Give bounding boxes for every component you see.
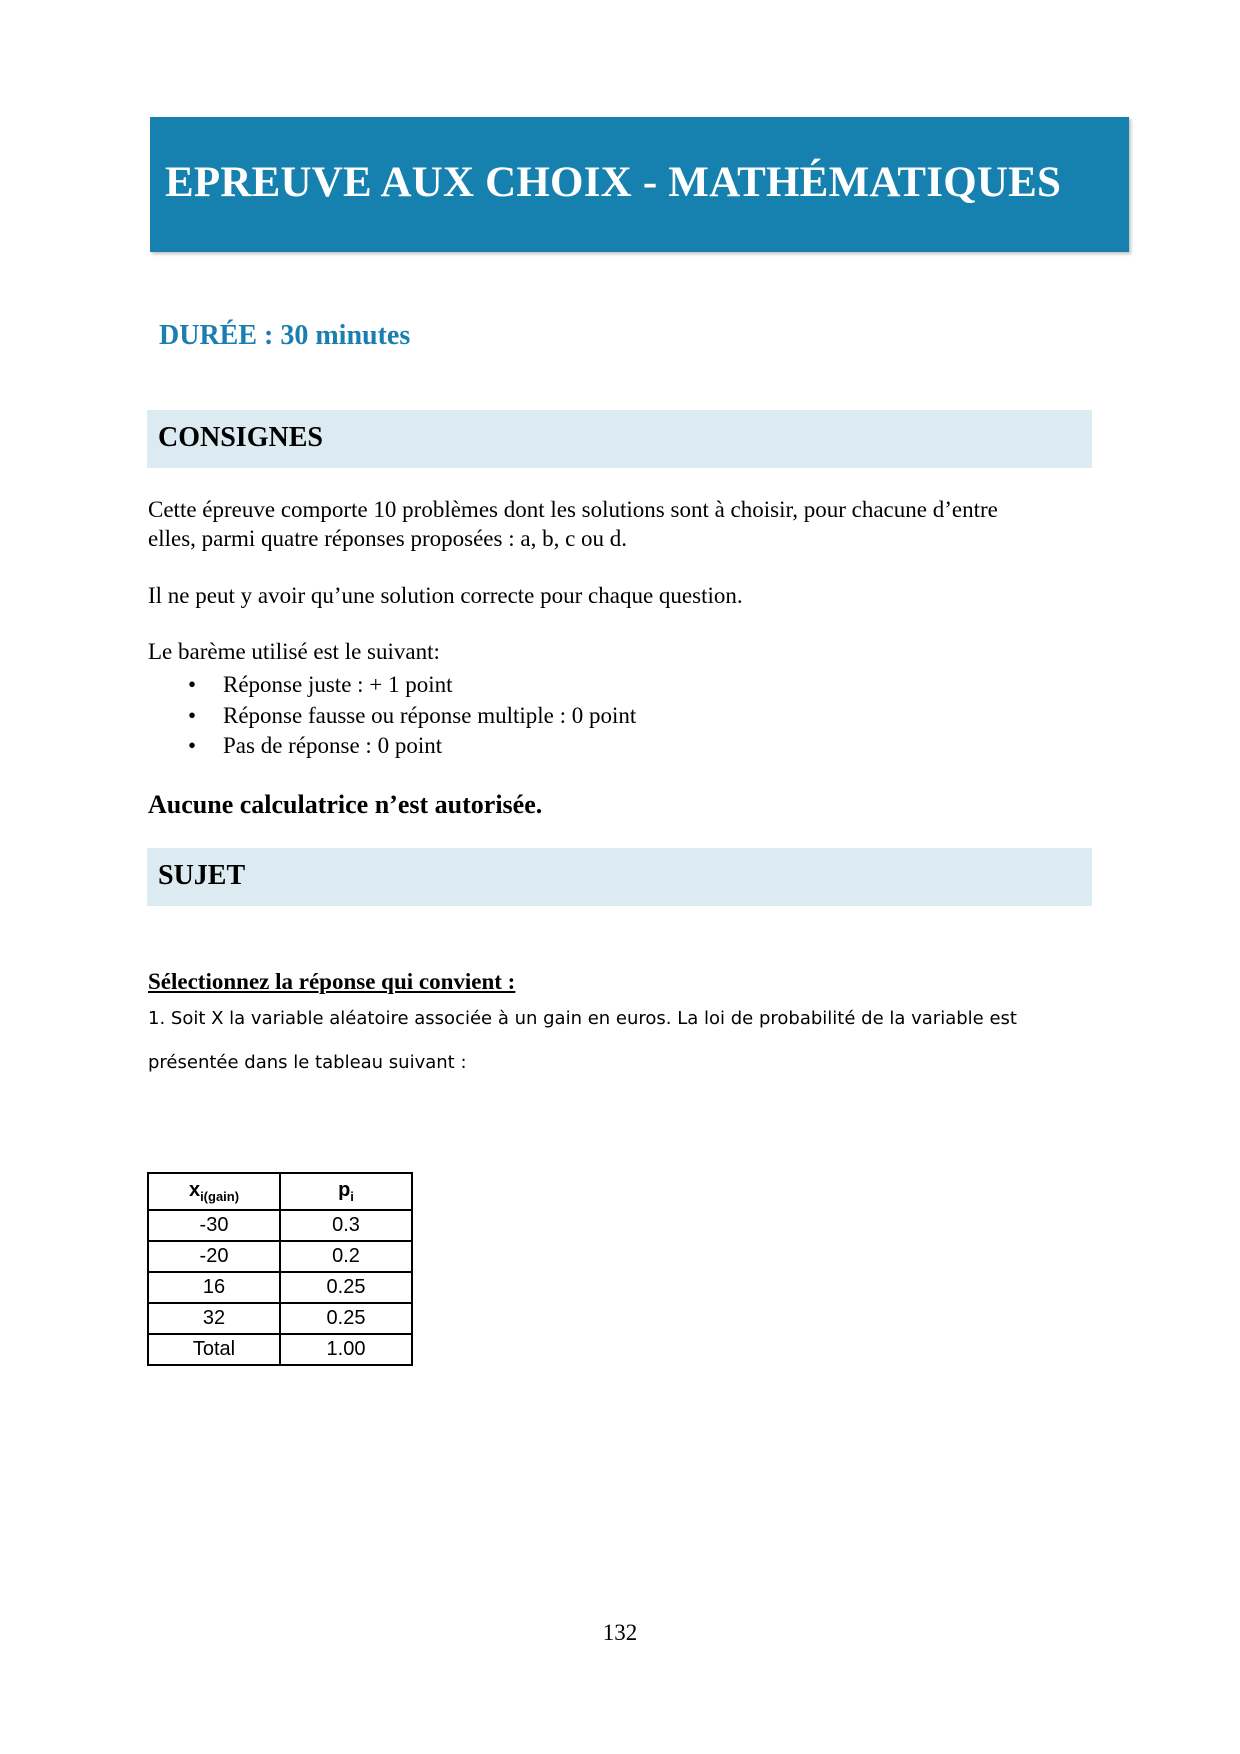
cell-gain: -20 bbox=[148, 1241, 280, 1272]
sujet-heading: SUJET bbox=[158, 860, 246, 891]
bullet-icon: • bbox=[188, 733, 197, 758]
cell-gain: -30 bbox=[148, 1210, 280, 1241]
cell-total-label: Total bbox=[148, 1334, 280, 1365]
table-row bbox=[148, 1303, 412, 1334]
cell-probability: 0.25 bbox=[280, 1303, 412, 1334]
scale-item-label: Pas de réponse : 0 point bbox=[223, 733, 443, 758]
header-gain: $x_{i(gain)}$ bbox=[148, 1173, 280, 1210]
exam-duration: DURÉE : 30 minutes bbox=[159, 320, 411, 351]
cell-total-value: 1.00 bbox=[280, 1334, 412, 1365]
consignes-heading: CONSIGNES bbox=[158, 422, 323, 453]
scale-list bbox=[148, 670, 636, 762]
calculator-warning: Aucune calculatrice n’est autorisée. bbox=[148, 790, 543, 819]
probability-table bbox=[147, 1172, 413, 1366]
table-total-row bbox=[148, 1334, 412, 1365]
scale-item-label: Réponse juste : + 1 point bbox=[223, 672, 453, 697]
table-row bbox=[148, 1241, 412, 1272]
cell-probability: 0.25 bbox=[280, 1272, 412, 1303]
table-row bbox=[148, 1210, 412, 1241]
cell-gain: 32 bbox=[148, 1303, 280, 1334]
page-title: EPREUVE AUX CHOIX - MATHÉMATIQUES bbox=[165, 159, 1062, 206]
instruction-text: Sélectionnez la réponse qui convient : bbox=[148, 969, 516, 994]
scale-intro: Le barème utilisé est le suivant: bbox=[148, 639, 440, 664]
scale-item-label: Réponse fausse ou réponse multiple : 0 point bbox=[223, 702, 637, 728]
consignes-paragraph-line-2: elles, parmi quatre réponses proposées : a, b, c ou d. bbox=[148, 526, 628, 551]
page-number: 132 bbox=[602, 1620, 638, 1645]
question-1-line-2: présentée dans le tableau suivant : bbox=[148, 1052, 467, 1073]
consignes-section-bar bbox=[147, 410, 1092, 468]
header-probability: $p_i$ bbox=[280, 1173, 412, 1210]
cell-probability: 0.2 bbox=[280, 1241, 412, 1272]
table-row bbox=[148, 1272, 412, 1303]
scale-item-correct bbox=[148, 670, 636, 701]
cell-gain: 16 bbox=[148, 1272, 280, 1303]
cell-probability: 0.3 bbox=[280, 1210, 412, 1241]
bullet-icon: • bbox=[188, 702, 197, 728]
scale-item-no-answer bbox=[148, 731, 636, 762]
bullet-icon: • bbox=[188, 672, 197, 697]
consignes-single-solution: Il ne peut y avoir qu’une solution correcte pour chaque question. bbox=[148, 583, 743, 608]
question-1-line-1: 1. Soit X la variable aléatoire associée à un gain en euros. La loi de probabilité de la variable est bbox=[148, 1008, 1017, 1029]
consignes-paragraph-line-1: Cette épreuve comporte 10 problèmes dont les solutions sont à choisir, pour chacune d’entre bbox=[148, 497, 998, 522]
sujet-section-bar bbox=[147, 848, 1092, 906]
scale-item-wrong bbox=[148, 701, 636, 732]
table-header-row bbox=[148, 1173, 412, 1210]
